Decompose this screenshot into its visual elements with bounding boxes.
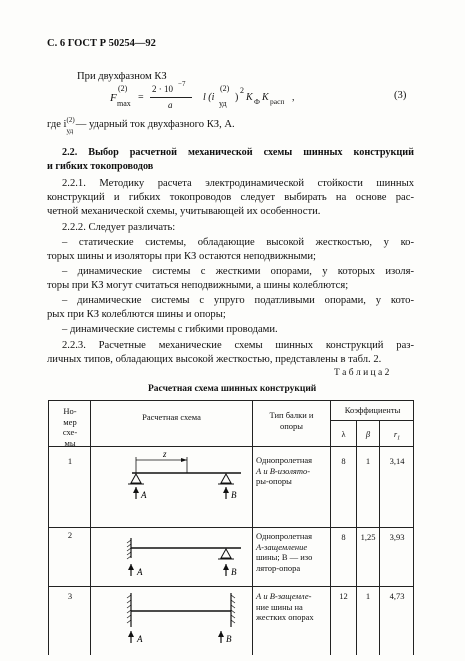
formula-lhs: F (110, 92, 117, 104)
bullet3-line1: – динамические системы с упруго податливыми опорами, у кото- (62, 295, 414, 306)
row2-type-l3: шины; В — изо (256, 552, 313, 562)
row1-num: 1 (67, 456, 73, 466)
formula-term1-end: ) (235, 92, 239, 103)
fraction-bar (150, 97, 192, 98)
header-lambda: λ (341, 429, 346, 439)
scheme1-z-arrowhead (181, 458, 187, 462)
scheme1-reaction-b-head (223, 487, 229, 493)
row1-beta: 1 (365, 456, 371, 466)
row3-num: 3 (67, 591, 73, 601)
scheme3-diagram (91, 587, 252, 655)
scheme1-label-b: B (231, 490, 237, 500)
table-title: Расчетная схема шинных конструкций (148, 384, 317, 394)
scheme3-label-a: A (137, 634, 143, 644)
header-r-sub: 1 (397, 435, 401, 442)
formula-term1-pow: 2 (240, 86, 244, 95)
section-heading-line1: 2.2. Выбор расчетной механической схемы шинных конструкций (62, 147, 414, 158)
row3-type-l1: А и В-защемле- (256, 591, 312, 601)
bullet3-line2: рых при КЗ колеблются шины и опоры; (47, 309, 226, 320)
table-2 (48, 400, 414, 655)
row2-num: 2 (67, 530, 73, 540)
scheme1-label-a: A (141, 490, 147, 500)
row1-lambda: 8 (341, 456, 346, 466)
formula-numerator: 2 · 10 (152, 84, 173, 94)
bullet2-line1: – динамические системы с жесткими опорами, у которых изоля- (62, 266, 414, 277)
header-num-l2: мер (63, 416, 77, 427)
row3-type (256, 591, 330, 623)
bullet1-line2: торых шины и изоляторы при КЗ остаются неподвижными; (47, 251, 316, 262)
para-221-line3: четной механической схемы, учитывающей их особенности. (47, 206, 321, 217)
para-222: 2.2.2. Следует различать: (62, 222, 176, 233)
row2-type-l1: Однопролетная (256, 531, 313, 541)
row1-r1: 3,14 (389, 456, 405, 466)
header-r: r (393, 429, 398, 439)
scheme2-diagram (91, 528, 252, 586)
row3-type-l2: ние шины на (256, 601, 303, 612)
bullet1-line1: – статические системы, обладающие высокой жесткостью, у ко- (62, 237, 414, 248)
header-num-l3: схе- (62, 427, 78, 437)
scheme3-wall-b-hatch (231, 595, 235, 623)
scheme2-reaction-a-head (128, 564, 134, 570)
scheme1-z-label: z (163, 449, 167, 459)
header-type (253, 410, 330, 431)
header-beta: β (365, 429, 371, 439)
scheme2-label-a: A (137, 567, 143, 577)
header-r1 (380, 429, 414, 444)
formula-num-exp: −7 (178, 80, 186, 88)
table-top-border (48, 400, 414, 401)
formula-3 (110, 80, 420, 114)
row2-beta: 1,25 (360, 532, 376, 542)
row3-type-l3: жестких опорах (256, 612, 314, 622)
scheme1-reaction-a-head (133, 487, 139, 493)
scheme2-support-b (221, 549, 231, 558)
formula-term1-sup: (2) (220, 84, 230, 93)
scheme1-support-a (131, 474, 141, 483)
header-num-l4: мы (64, 437, 76, 448)
formula-k2: K (262, 92, 269, 103)
header-coefficients: Коэффициенты (344, 405, 401, 415)
row3-r1: 4,73 (389, 591, 405, 601)
row1-type-l3: ры-опоры (256, 476, 292, 486)
scheme2-reaction-b-head (223, 564, 229, 570)
row1-type-l1: Однопролетная (256, 455, 313, 465)
table-label: Т а б л и ц а 2 (334, 368, 390, 378)
formula-k1-sub: Ф (254, 97, 260, 106)
row1-type-l2: А и В-изолято- (256, 465, 311, 476)
formula-k1: K (246, 92, 253, 103)
header-type-l1: Тип балки и (269, 410, 314, 420)
para-223-line1: 2.2.3. Расчетные механические схемы шинных конструкций раз- (62, 340, 414, 351)
row2-type-l2: А-защемление (256, 541, 308, 552)
equation-number: (3) (394, 90, 407, 101)
coef-subheader-line (330, 420, 414, 421)
formula-term1: l (i (203, 92, 215, 103)
row3-lambda: 12 (339, 591, 348, 601)
scheme1-diagram (91, 447, 252, 527)
para-221-line2: конструкций и гибких токопроводов следует выбирать на основе рас- (47, 192, 414, 203)
where-text: — ударный ток двухфазного КЗ, А. (73, 119, 235, 130)
formula-denominator: a (168, 100, 173, 110)
row2-type (256, 531, 330, 573)
formula-lhs-sub: max (117, 99, 131, 108)
row3-beta: 1 (365, 591, 371, 601)
row1-type (256, 455, 330, 487)
scheme3-wall-a-hatch (127, 595, 131, 623)
row2-lambda: 8 (341, 532, 346, 542)
header-num (50, 406, 90, 448)
scheme1-support-b (221, 474, 231, 483)
row2-r1: 3,93 (389, 532, 405, 542)
formula-term1-sub: уд (219, 99, 227, 108)
page-header: С. 6 ГОСТ Р 50254—92 (47, 38, 156, 49)
para-221-line1: 2.2.1. Методику расчета электродинамической стойкости шинных (62, 178, 414, 189)
row2-type-l4: лятор-опора (256, 562, 301, 573)
where-line (47, 118, 235, 136)
formula-k2-sub: расп (270, 97, 285, 106)
bullet4: – динамические системы с гибкими проводами. (62, 324, 278, 335)
formula-equals: = (138, 92, 144, 103)
header-type-l2: опоры (279, 420, 303, 431)
formula-lhs-sup: (2) (118, 84, 128, 93)
where-sup: (2) (66, 116, 75, 124)
header-num-l1: Но- (63, 406, 77, 416)
formula-tail: , (292, 92, 295, 103)
section-heading-line2: и гибких токопроводов (47, 161, 154, 172)
para-223-line2: личных типов, обладающих высокой жесткостью, представлены в табл. 2. (47, 354, 382, 365)
scheme3-reaction-b-head (218, 631, 224, 637)
where-prefix: где i (47, 119, 67, 130)
bullet2-line2: торы при КЗ могут считаться неподвижными, а шины колеблются; (47, 280, 349, 291)
scheme2-wall-a-hatch (127, 540, 131, 559)
where-sub: уд (66, 127, 74, 136)
scheme2-label-b: B (231, 567, 237, 577)
intro-text: При двухфазном КЗ (77, 71, 167, 82)
header-scheme: Расчетная схема (142, 412, 201, 422)
scheme3-reaction-a-head (128, 631, 134, 637)
scheme3-label-b: B (226, 634, 232, 644)
